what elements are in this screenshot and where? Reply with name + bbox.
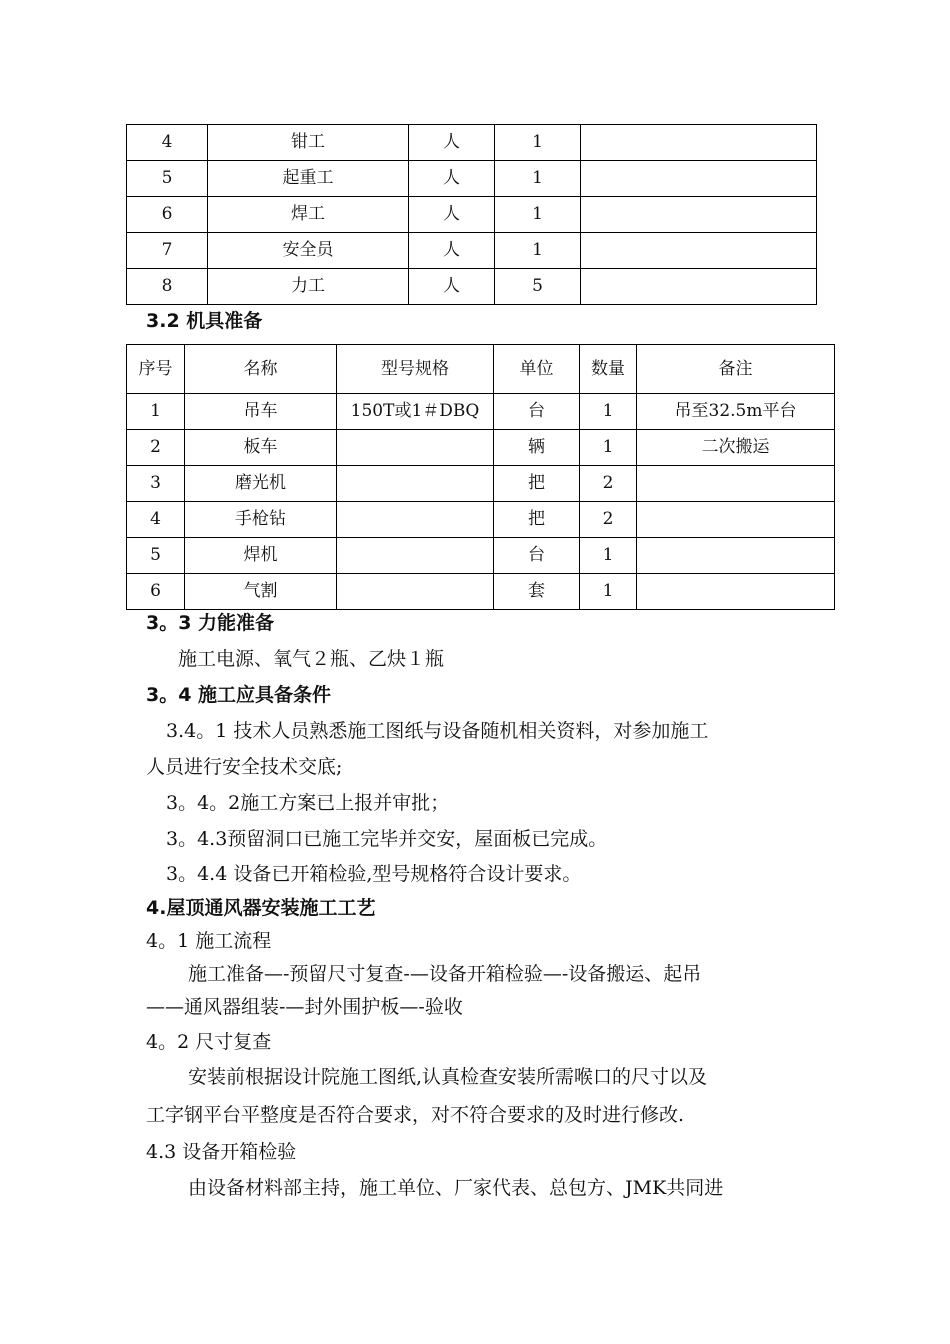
staff-cell-unit: 人 [409, 161, 495, 197]
staff-cell-no: 5 [127, 161, 208, 197]
tools-cell: 吊车 [185, 394, 337, 430]
tools-header-cell: 备注 [637, 345, 835, 394]
staff-cell-unit: 人 [409, 125, 495, 161]
staff-cell-no: 6 [127, 197, 208, 233]
section-3-3-body: 施工电源、氧气２瓶、乙炔１瓶 [178, 648, 445, 670]
section-4-2-line1: 安装前根据设计院施工图纸,认真检查安装所需喉口的尺寸以及 [188, 1066, 708, 1088]
tools-cell: 1 [127, 394, 185, 430]
tools-cell: 台 [494, 394, 580, 430]
tools-cell: 板车 [185, 430, 337, 466]
section-3-4-heading: 3。4 施工应具备条件 [146, 684, 332, 706]
tools-header-cell: 名称 [185, 345, 337, 394]
staff-cell-no: 4 [127, 125, 208, 161]
section-4-1-line1: 施工准备—-预留尺寸复查-—设备开箱检验—-设备搬运、起吊 [188, 963, 702, 985]
staff-row [127, 197, 817, 233]
tools-row [127, 394, 835, 430]
section-4-3-heading: 4.3 设备开箱检验 [146, 1141, 297, 1163]
tools-cell [637, 538, 835, 574]
tools-cell: 磨光机 [185, 466, 337, 502]
tools-cell: 5 [127, 538, 185, 574]
tools-row [127, 430, 835, 466]
item-3-4-1-line1: 3.4。1 技术人员熟悉施工图纸与设备随机相关资料，对参加施工 [166, 720, 709, 742]
tools-cell: 2 [127, 430, 185, 466]
tools-table [126, 344, 835, 610]
tools-cell: 气割 [185, 574, 337, 610]
tools-cell: 6 [127, 574, 185, 610]
tools-cell: 1 [580, 394, 637, 430]
staff-cell-unit: 人 [409, 233, 495, 269]
staff-cell-note [581, 197, 817, 233]
staff-row [127, 125, 817, 161]
tools-cell: 1 [580, 430, 637, 466]
tools-cell [637, 502, 835, 538]
tools-row [127, 538, 835, 574]
staff-cell-unit: 人 [409, 197, 495, 233]
staff-cell-note [581, 233, 817, 269]
staff-cell-name: 起重工 [208, 161, 409, 197]
staff-cell-name: 钳工 [208, 125, 409, 161]
tools-header-row [127, 345, 835, 394]
tools-cell: 1 [580, 538, 637, 574]
staff-cell-unit: 人 [409, 269, 495, 305]
tools-cell: 手枪钻 [185, 502, 337, 538]
tools-cell: 150T或1＃DBQ [337, 394, 494, 430]
tools-cell: 1 [580, 574, 637, 610]
tools-cell [337, 502, 494, 538]
staff-cell-qty: 1 [495, 125, 581, 161]
staff-cell-note [581, 269, 817, 305]
item-3-4-2: 3。4。2施工方案已上报并审批； [166, 792, 450, 814]
section-4-2-line2: 工字钢平台平整度是否符合要求，对不符合要求的及时进行修改. [146, 1104, 685, 1126]
tools-row [127, 502, 835, 538]
section-4-1-line2: ——通风器组装-—封外围护板—-验收 [146, 996, 463, 1018]
tools-cell: 辆 [494, 430, 580, 466]
staff-cell-qty: 1 [495, 233, 581, 269]
section-4-2-heading: 4。2 尺寸复查 [146, 1031, 272, 1053]
tools-cell [337, 466, 494, 502]
staff-cell-no: 8 [127, 269, 208, 305]
section-3-3-heading: 3。3 力能准备 [146, 612, 275, 634]
section-4-1-heading: 4。1 施工流程 [146, 930, 272, 952]
staff-table [126, 124, 817, 305]
tools-header-cell: 数量 [580, 345, 637, 394]
staff-row [127, 161, 817, 197]
tools-cell: 套 [494, 574, 580, 610]
tools-cell: 二次搬运 [637, 430, 835, 466]
tools-cell: 4 [127, 502, 185, 538]
tools-cell: 3 [127, 466, 185, 502]
staff-cell-qty: 5 [495, 269, 581, 305]
tools-row [127, 466, 835, 502]
tools-cell: 2 [580, 502, 637, 538]
staff-cell-name: 安全员 [208, 233, 409, 269]
staff-cell-qty: 1 [495, 197, 581, 233]
tools-cell [637, 466, 835, 502]
tools-cell: 把 [494, 502, 580, 538]
tools-cell: 2 [580, 466, 637, 502]
tools-cell: 台 [494, 538, 580, 574]
tools-header-cell: 型号规格 [337, 345, 494, 394]
tools-cell [337, 538, 494, 574]
tools-cell: 吊至32.5m平台 [637, 394, 835, 430]
staff-cell-name: 力工 [208, 269, 409, 305]
tools-cell: 把 [494, 466, 580, 502]
section-3-2-heading: 3.2 机具准备 [146, 310, 263, 332]
tools-cell: 焊机 [185, 538, 337, 574]
tools-header-cell: 单位 [494, 345, 580, 394]
section-4-3-line1: 由设备材料部主持，施工单位、厂家代表、总包方、JMK共同进 [188, 1177, 724, 1199]
staff-cell-qty: 1 [495, 161, 581, 197]
tools-cell [337, 430, 494, 466]
staff-row [127, 233, 817, 269]
tools-row [127, 574, 835, 610]
staff-cell-note [581, 125, 817, 161]
section-4-heading: 4.屋顶通风器安装施工工艺 [146, 897, 376, 919]
tools-cell [637, 574, 835, 610]
staff-cell-no: 7 [127, 233, 208, 269]
item-3-4-1-line2: 人员进行安全技术交底; [146, 756, 343, 778]
item-3-4-3: 3。4.3预留洞口已施工完毕并交安，屋面板已完成。 [166, 828, 608, 850]
tools-cell [337, 574, 494, 610]
staff-row [127, 269, 817, 305]
staff-cell-name: 焊工 [208, 197, 409, 233]
tools-header-cell: 序号 [127, 345, 185, 394]
staff-cell-note [581, 161, 817, 197]
item-3-4-4: 3。4.4 设备已开箱检验,型号规格符合设计要求。 [166, 863, 582, 885]
